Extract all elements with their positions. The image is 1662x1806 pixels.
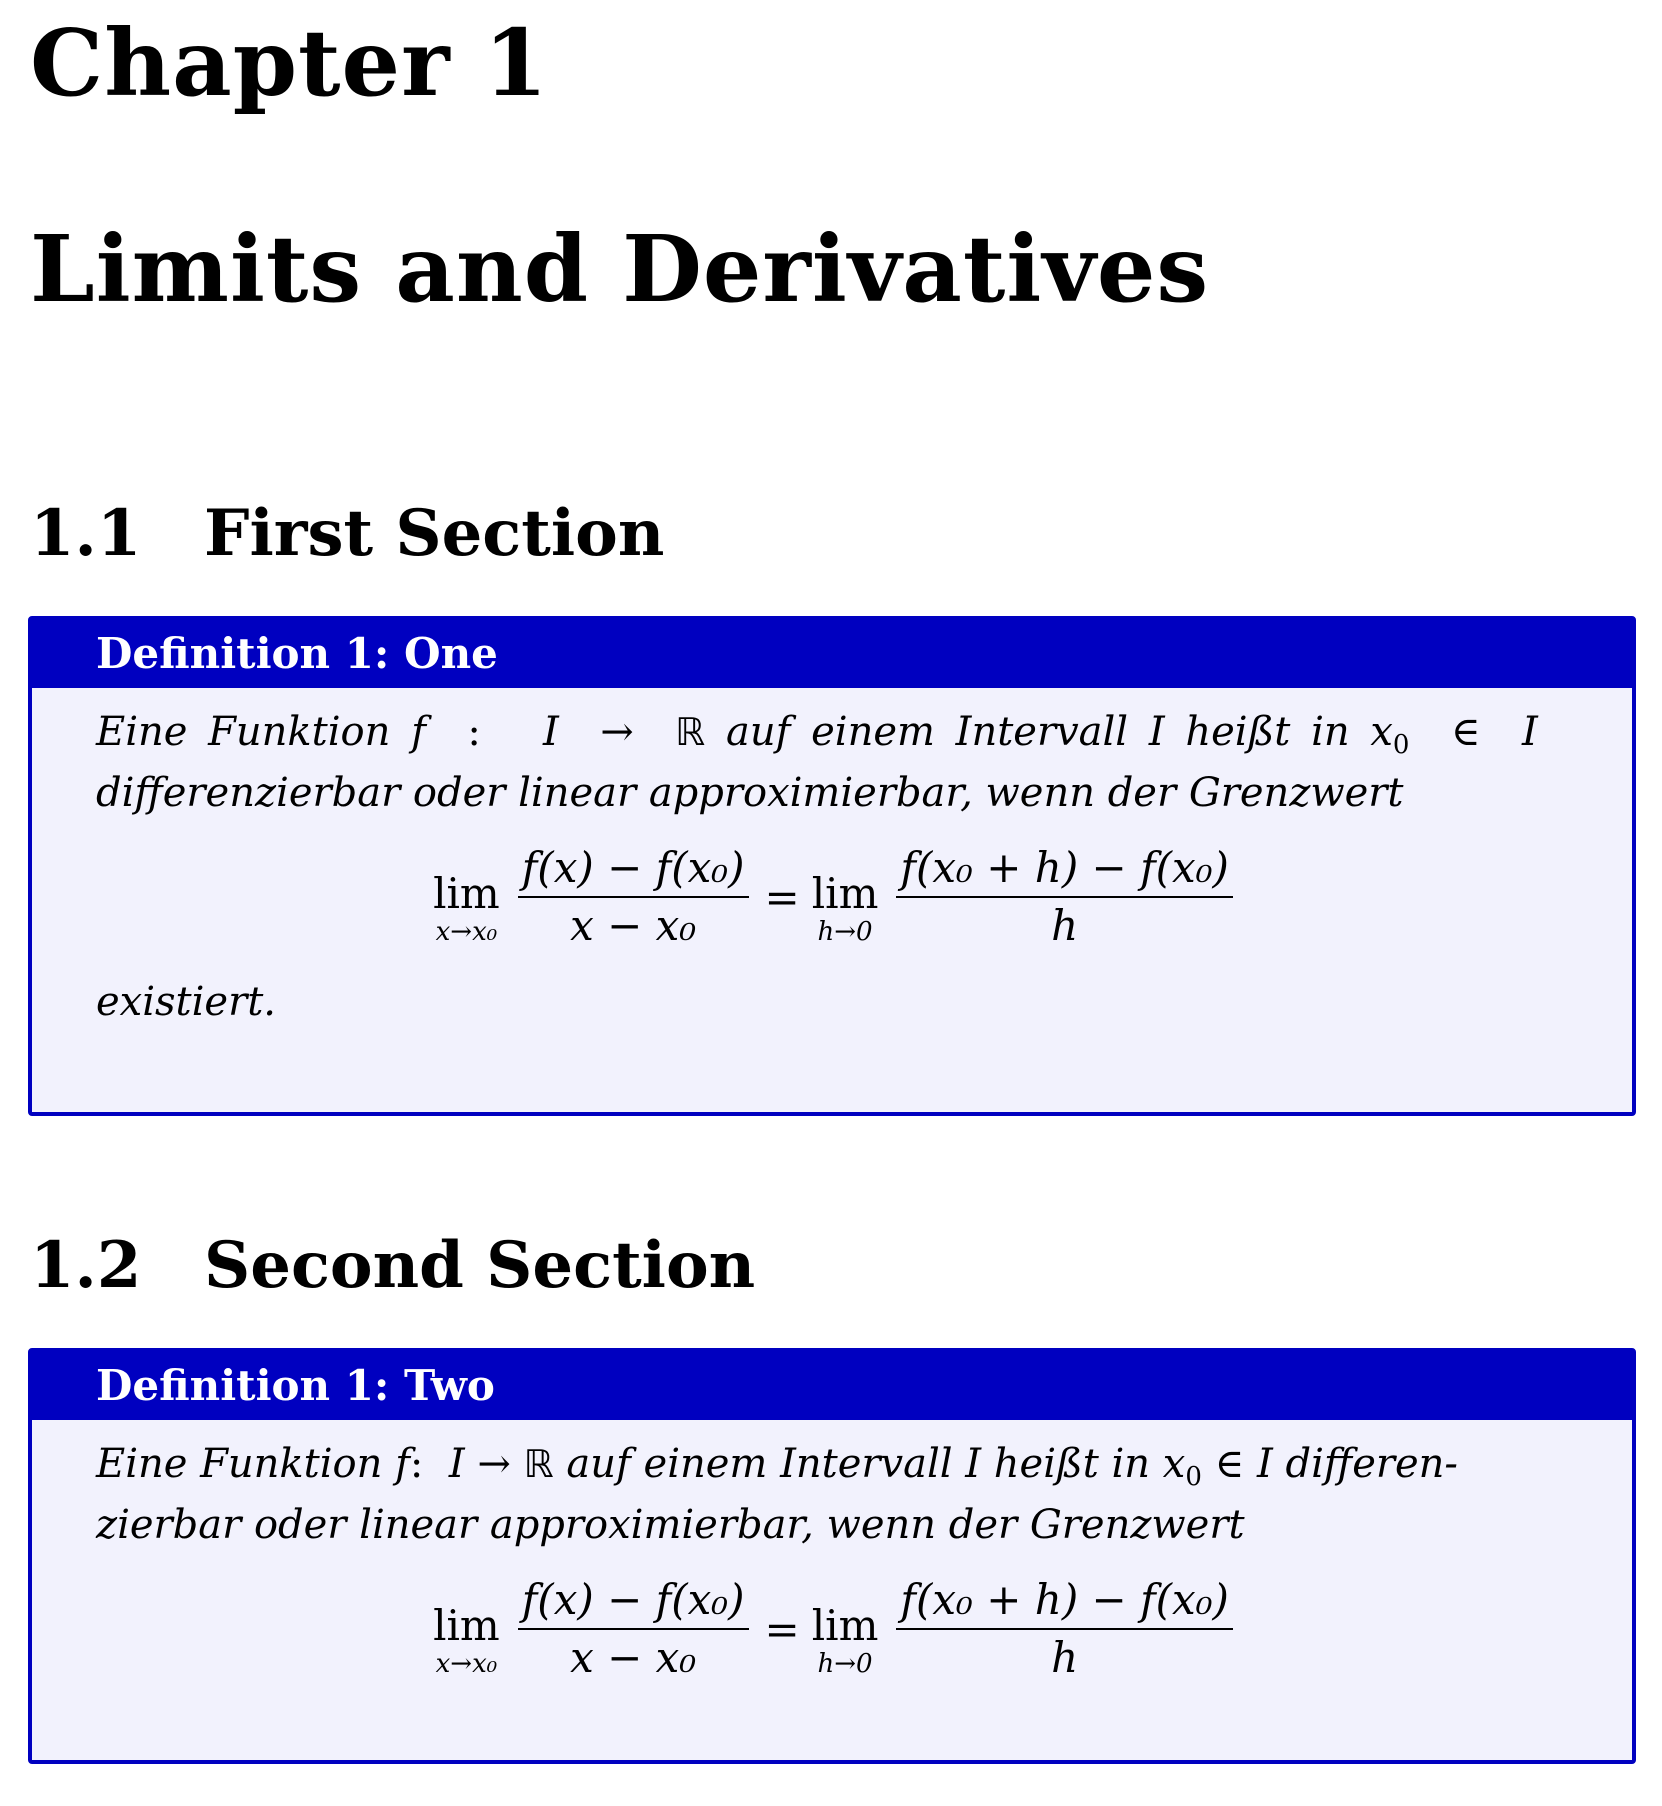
section-number: 1.2 [30,1228,142,1303]
fraction-denominator: h [1051,901,1079,950]
definition-box-two [28,1348,1636,1764]
definition-text: Eine Funktion f : I → ℝ auf einem Intervall I heißt in $x_0$ ∈ I differenzierbar oder linear approximierbar, wenn der Grenzwert [96,709,1538,816]
difference-quotient [518,1572,749,1686]
equals-sign: = [764,1604,800,1654]
definition-closing: existiert. [96,979,276,1025]
definition-text-line2: differenzierbar oder linear approximierbar, wenn der Grenzwert [96,770,1404,816]
limit-formula [96,840,1574,954]
limit-operator: lim h→0 [811,869,879,947]
fraction-denominator: x − x₀ [570,1633,697,1682]
limit-operator: lim x→x₀ [433,1601,500,1679]
fraction-numerator: f(x₀ + h) − f(x₀) [900,1575,1229,1624]
fraction-numerator: f(x) − f(x₀) [521,1575,745,1624]
fraction-numerator: f(x₀ + h) − f(x₀) [900,843,1229,892]
fraction-numerator: f(x) − f(x₀) [521,843,745,892]
chapter-title: Limits and Derivatives [30,215,1210,323]
definition-body [32,1420,1632,1686]
fraction-denominator: h [1051,1633,1079,1682]
definition-text-heisst: heißt in [993,1441,1151,1487]
definition-text-heisst: heißt in [1185,709,1350,755]
section-heading-1 [30,496,664,573]
definition-text-start: Eine Funktion [96,1441,383,1487]
section-number: 1.1 [30,496,142,571]
definition-text-mid: auf einem Intervall [566,1441,953,1487]
difference-quotient [518,840,749,954]
fraction-denominator: x − x₀ [570,901,697,950]
definition-header: Definition 1: One [32,620,1632,688]
limit-operator: lim h→0 [811,1601,879,1679]
definition-text: Eine Funktion f: I → ℝ auf einem Intervall I heißt in $x_0$ ∈ I differen- zierbar oder linear approximierbar, wenn der Grenzwert [96,1441,1458,1548]
section-title: Second Section [204,1228,756,1303]
limit-operator: lim x→x₀ [433,869,500,947]
definition-box-one [28,616,1636,1116]
limit-subscript: h→0 [817,917,873,947]
limit-subscript: h→0 [817,1649,873,1679]
definition-header: Definition 1: Two [32,1352,1632,1420]
definition-text-end: differen- [1285,1441,1458,1487]
limit-subscript: x→x₀ [435,917,498,947]
definition-text-line2: zierbar oder linear approximierbar, wenn der Grenzwert [96,1502,1245,1548]
definition-text-start: Eine Funktion [96,709,391,755]
chapter-label: Chapter 1 [30,9,549,117]
limit-formula [96,1572,1574,1686]
difference-quotient-h [896,1572,1233,1686]
section-title: First Section [204,496,665,571]
section-heading-2 [30,1228,755,1305]
definition-body [32,688,1632,1033]
equals-sign: = [764,872,800,922]
difference-quotient-h [896,840,1233,954]
definition-text-mid: auf einem Intervall [725,709,1129,755]
limit-subscript: x→x₀ [435,1649,498,1679]
